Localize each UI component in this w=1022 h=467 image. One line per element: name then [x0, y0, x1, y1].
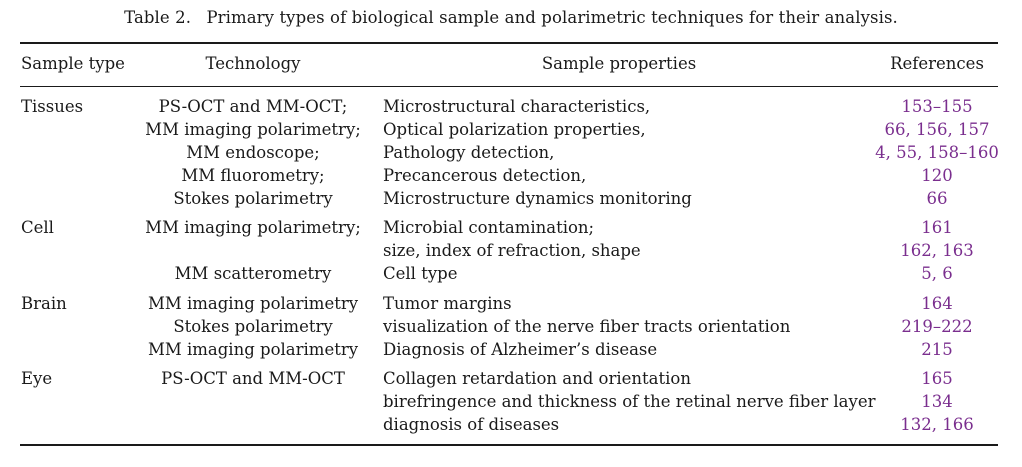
reference-link[interactable]: 165: [921, 369, 953, 388]
sample-type-cell: Brain: [21, 294, 67, 313]
property-cell: diagnosis of diseases: [383, 415, 560, 434]
technology-cell: PS-OCT and MM-OCT;: [158, 97, 348, 116]
table-row: [0, 339, 1022, 361]
property-cell: Microstructure dynamics monitoring: [383, 189, 692, 208]
technology-cell: PS-OCT and MM-OCT: [161, 369, 345, 388]
technology-cell: Stokes polarimetry: [173, 189, 333, 208]
property-cell: Microbial contamination;: [383, 218, 595, 237]
technology-cell: MM fluorometry;: [181, 166, 325, 185]
technology-cell: MM endoscope;: [186, 143, 320, 162]
property-cell: Tumor margins: [383, 294, 512, 313]
table-row: [0, 414, 1022, 436]
table-caption: [0, 8, 1022, 27]
property-cell: Cell type: [383, 264, 458, 283]
table-row: [0, 96, 1022, 118]
reference-link[interactable]: 162, 163: [900, 241, 974, 260]
property-cell: Pathology detection,: [383, 143, 555, 162]
property-cell: Optical polarization properties,: [383, 120, 646, 139]
property-cell: Collagen retardation and orientation: [383, 369, 691, 388]
property-cell: birefringence and thickness of the retinal nerve fiber layer: [383, 392, 876, 411]
reference-link[interactable]: 4, 55, 158–160: [875, 143, 999, 162]
property-cell: Diagnosis of Alzheimer’s disease: [383, 340, 658, 359]
header-sample-type: Sample type: [21, 54, 125, 73]
reference-link[interactable]: 215: [921, 340, 953, 359]
reference-link[interactable]: 120: [921, 166, 953, 185]
table-label: Table 2.: [124, 8, 192, 27]
property-cell: Precancerous detection,: [383, 166, 587, 185]
table-row: [0, 165, 1022, 187]
table-caption-text: Primary types of biological sample and polarimetric techniques for their analysis.: [206, 8, 898, 27]
reference-link[interactable]: 5, 6: [921, 264, 953, 283]
table-row: [0, 316, 1022, 338]
reference-link[interactable]: 161: [921, 218, 953, 237]
header-sample-properties: Sample properties: [541, 54, 697, 73]
table-row: [0, 368, 1022, 390]
reference-link[interactable]: 219–222: [901, 317, 973, 336]
reference-link[interactable]: 132, 166: [900, 415, 974, 434]
table-header: [0, 53, 1022, 75]
reference-link[interactable]: 164: [921, 294, 953, 313]
reference-link[interactable]: 66, 156, 157: [884, 120, 990, 139]
table-row: [0, 391, 1022, 413]
table-row: [0, 188, 1022, 210]
property-cell: size, index of refraction, shape: [383, 241, 641, 260]
header-rule: [20, 86, 998, 87]
header-technology: Technology: [205, 54, 301, 73]
top-rule: [20, 42, 998, 44]
sample-type-cell: Eye: [21, 369, 53, 388]
table-row: [0, 263, 1022, 285]
technology-cell: MM imaging polarimetry;: [145, 120, 361, 139]
property-cell: Microstructural characteristics,: [383, 97, 651, 116]
bottom-rule: [20, 444, 998, 446]
technology-cell: MM scatterometry: [174, 264, 332, 283]
property-cell: visualization of the nerve fiber tracts orientation: [383, 317, 791, 336]
technology-cell: MM imaging polarimetry;: [145, 218, 361, 237]
table-row: [0, 293, 1022, 315]
sample-type-cell: Cell: [21, 218, 54, 237]
reference-link[interactable]: 134: [921, 392, 953, 411]
technology-cell: Stokes polarimetry: [173, 317, 333, 336]
table-row: [0, 119, 1022, 141]
header-references: References: [890, 54, 984, 73]
technology-cell: MM imaging polarimetry: [147, 294, 359, 313]
reference-link[interactable]: 66: [926, 189, 948, 208]
table-row: [0, 217, 1022, 239]
reference-link[interactable]: 153–155: [901, 97, 973, 116]
table-row: [0, 240, 1022, 262]
technology-cell: MM imaging polarimetry: [147, 340, 359, 359]
table-row: [0, 142, 1022, 164]
sample-type-cell: Tissues: [21, 97, 84, 116]
